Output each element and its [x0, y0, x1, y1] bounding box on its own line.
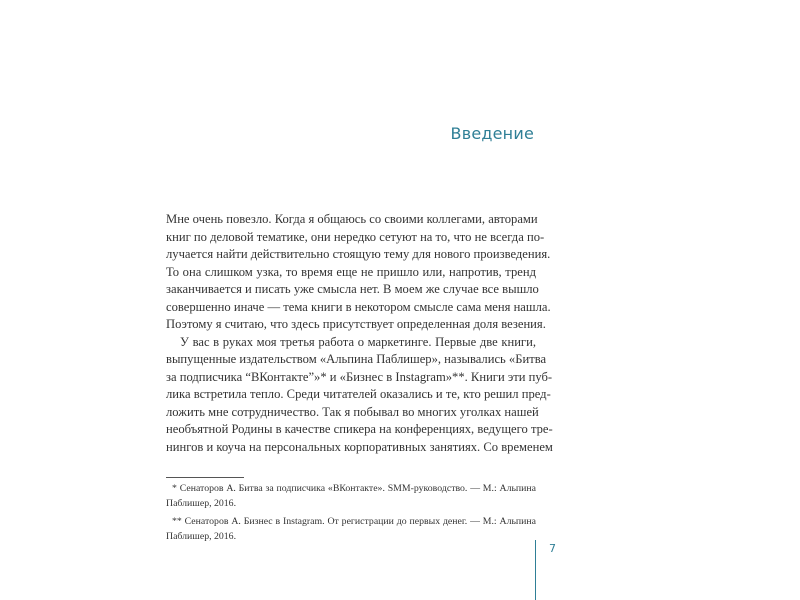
body-line: То она слишком узка, то время еще не пришло или, напротив, тренд [166, 264, 536, 279]
body-line: необъятной Родины в качестве спикера на конференциях, ведущего тре- [166, 422, 553, 436]
margin-rule [535, 540, 536, 600]
footnote-line: Паблишер, 2016. [166, 497, 237, 509]
body-line: заканчивается и писать уже смысла нет. В моем же случае все вышло [166, 282, 539, 296]
body-line: лика встретила тепло. Среди читателей оказались и те, кто решил пред- [166, 387, 551, 401]
page-number: 7 [549, 542, 556, 555]
body-line: совершенно иначе — тема книги в некотором смысле сама меня нашла. [166, 299, 551, 314]
body-line: У вас в руках моя третья работа о маркетинге. Первые две книги, [180, 334, 536, 349]
body-line: Поэтому я считаю, что здесь присутствует определенная доля везения. [166, 317, 546, 331]
footnote [166, 515, 536, 544]
body-line: выпущенные издательством «Альпина Паблишер», назывались «Битва [166, 352, 547, 366]
body-line: книг по деловой тематике, они нередко сетуют на то, что не всегда по- [166, 229, 545, 244]
footnote-divider [166, 477, 244, 478]
footnote-line: * Сенаторов А. Битва за подписчика «ВКонтакте». SMM-руководство. — М.: Альпина [172, 483, 536, 494]
footnote [166, 482, 536, 511]
body-line: за подписчика “ВКонтакте”»* и «Бизнес в Instagram»**. Книги эти пуб- [166, 369, 553, 384]
body-line: Мне очень повезло. Когда я общаюсь со своими коллегами, авторами [166, 212, 538, 226]
body-line: ложить мне сотрудничество. Так я побывал во многих уголках нашей [166, 404, 539, 419]
footnote-line: Паблишер, 2016. [166, 530, 237, 542]
chapter-title: Введение [450, 124, 534, 143]
footnote-line: ** Сенаторов А. Бизнес в Instagram. От регистрации до первых денег. — М.: Альпина [172, 516, 536, 527]
footnotes [166, 482, 536, 544]
body-line: нингов и коуча на персональных корпоративных занятиях. Со временем [166, 439, 553, 454]
body-text [166, 211, 553, 456]
body-line: лучается найти действительно стоящую тему для нового произведения. [166, 247, 551, 261]
